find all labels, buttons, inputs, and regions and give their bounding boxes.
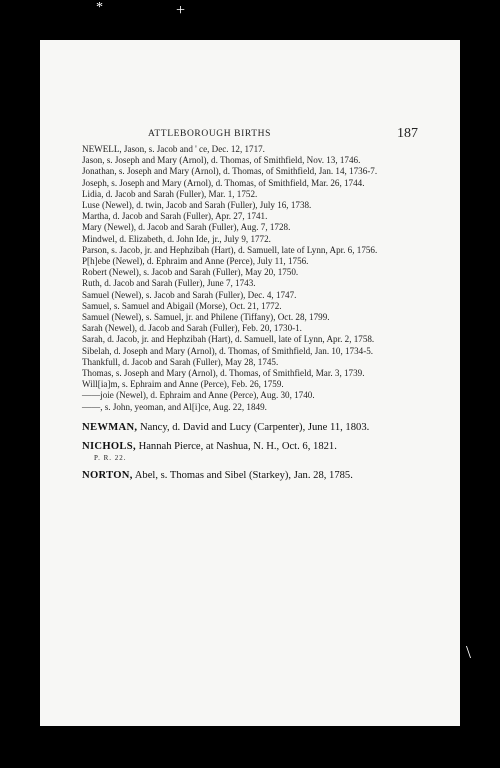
list-item: Will[ia]m, s. Ephraim and Anne (Perce), Feb. 26, 1759. xyxy=(82,379,284,390)
page-header xyxy=(40,126,460,146)
list-item: Luse (Newel), d. twin, Jacob and Sarah (Fuller), July 16, 1738. xyxy=(82,200,312,211)
surname-text: Abel, s. Thomas and Sibel (Starkey), Jan. 28, 1785. xyxy=(132,469,353,481)
scan-mark: \ xyxy=(466,642,472,662)
record-list xyxy=(82,144,427,482)
surname-text: Hannah Pierce, at Nashua, N. H., Oct. 6, 1821. xyxy=(135,440,337,452)
list-item: Sarah (Newel), d. Jacob and Sarah (Fuller), Feb. 20, 1730-1. xyxy=(82,323,302,334)
surname-entry xyxy=(82,470,427,482)
scan-mark: + xyxy=(176,2,186,19)
page-title: ATTLEBOROUGH BIRTHS xyxy=(148,129,271,139)
list-item: Thankfull, d. Jacob and Sarah (Fuller), May 28, 1745. xyxy=(82,356,279,367)
list-item: Samuel (Newel), s. Samuel, jr. and Philene (Tiffany), Oct. 28, 1799. xyxy=(82,312,330,323)
list-item: NEWELL, Jason, s. Jacob and ' ce, Dec. 12, 1717. xyxy=(82,144,265,154)
list-item: P[h]ebe (Newel), d. Ephraim and Anne (Perce), July 11, 1756. xyxy=(82,256,309,267)
surname: NICHOLS, xyxy=(82,440,136,452)
record-reference: P. R. 22. xyxy=(94,453,127,462)
surname: NORTON, xyxy=(82,469,133,481)
surname-entry xyxy=(82,441,427,453)
list-item: Martha, d. Jacob and Sarah (Fuller), Apr. 27, 1741. xyxy=(82,211,268,222)
surname-text: Nancy, d. David and Lucy (Carpenter), June 11, 1803. xyxy=(137,421,370,433)
list-item: Sibelah, d. Joseph and Mary (Arnol), d. Thomas, of Smithfield, Jan. 10, 1734-5. xyxy=(82,345,374,356)
surname: NEWMAN, xyxy=(82,421,138,433)
list-item: ——, s. John, yeoman, and Al[i]ce, Aug. 22, 1849. xyxy=(82,401,267,412)
document-page xyxy=(40,40,460,726)
list-item: Sarah, d. Jacob, jr. and Hephzibah (Hart), d. Samuell, late of Lynn, Apr. 2, 1758. xyxy=(82,334,375,345)
scan-mark: * xyxy=(96,0,103,15)
surname-entry xyxy=(82,422,427,434)
list-item: Samuel (Newel), s. Jacob and Sarah (Fuller), Dec. 4, 1747. xyxy=(82,289,297,300)
list-item: Ruth, d. Jacob and Sarah (Fuller), June 7, 1743. xyxy=(82,278,256,289)
list-item: Jonathan, s. Joseph and Mary (Arnol), d. Thomas, of Smithfield, Jan. 14, 1736-7. xyxy=(82,166,378,177)
list-item: Jason, s. Joseph and Mary (Arnol), d. Thomas, of Smithfield, Nov. 13, 1746. xyxy=(82,155,361,166)
list-item: Parson, s. Jacob, jr. and Hephzibah (Hart), d. Samuell, late of Lynn, Apr. 6, 1756. xyxy=(82,244,378,255)
list-item: Samuel, s. Samuel and Abigail (Morse), Oct. 21, 1772. xyxy=(82,300,282,311)
page-number: 187 xyxy=(397,126,418,141)
list-item: Lidia, d. Jacob and Sarah (Fuller), Mar. 1, 1752. xyxy=(82,188,258,199)
list-item: Joseph, s. Joseph and Mary (Arnol), d. Thomas, of Smithfield, Mar. 26, 1744. xyxy=(82,177,365,188)
list-item: Thomas, s. Joseph and Mary (Arnol), d. Thomas, of Smithfield, Mar. 3, 1739. xyxy=(82,368,365,379)
list-item: Mindwel, d. Elizabeth, d. John Ide, jr., July 9, 1772. xyxy=(82,233,271,244)
list-item: ——joie (Newel), d. Ephraim and Anne (Perce), Aug. 30, 1740. xyxy=(82,390,315,401)
list-item: Robert (Newel), s. Jacob and Sarah (Fuller), May 20, 1750. xyxy=(82,267,299,278)
list-item: Mary (Newel), d. Jacob and Sarah (Fuller), Aug. 7, 1728. xyxy=(82,222,291,233)
